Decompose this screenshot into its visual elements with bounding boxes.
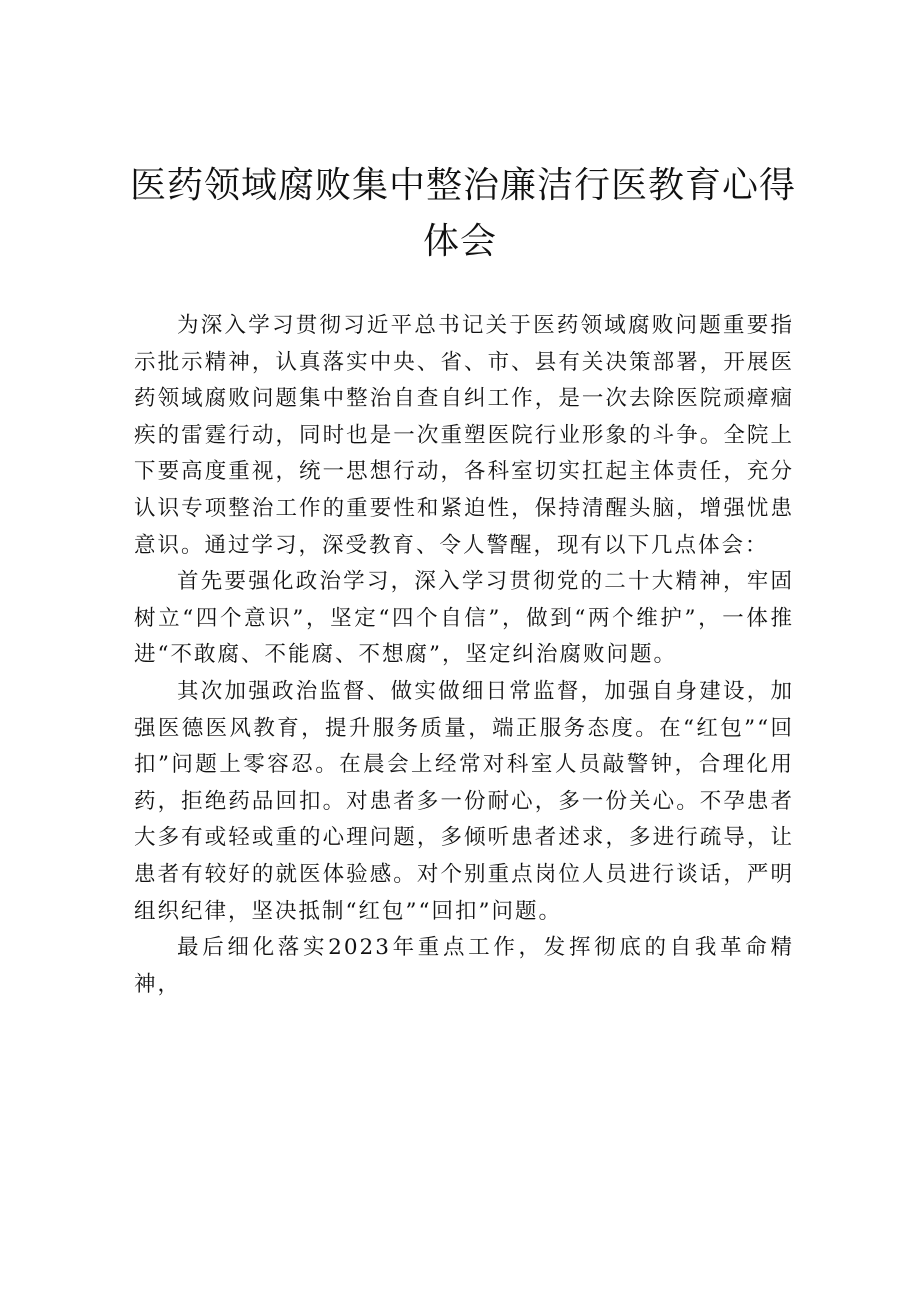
paragraph-intro: 为深入学习贯彻习近平总书记关于医药领域腐败问题重要指示批示精神，认真落实中央、省、市、县有关决策部署，开展医药领域腐败问题集中整治自查自纠工作，是一次去除医院顽瘴痼疾的雷霆行动，同时也是一次重塑医院行业形象的斗争。全院上下要高度重视，统一思想行动，各科室切实扛起主体责任，充分认识专项整治工作的重要性和紧迫性，保持清醒头脑，增强忧患意识。通过学习，深受教育、令人警醒，现有以下几点体会： — [134, 313, 794, 558]
title-line-1: 医药领域腐败集中整治廉洁行医教育心得 — [130, 165, 797, 206]
paragraph-second-point: 其次加强政治监督、做实做细日常监督，加强自身建设，加强医德医风教育，提升服务质量，端正服务态度。在“红包”“回扣”问题上零容忍。在晨会上经常对科室人员敲警钟，合理化用药，拒绝药品回扣。对患者多一份耐心，多一份关心。不孕患者大多有或轻或重的心理问题，多倾听患者述求，多进行疏导，让患者有较好的就医体验感。对个别重点岗位人员进行谈话，严明组织纪律，坚决抵制“红包”“回扣”问题。 — [134, 678, 794, 924]
title-line-2: 体会 — [422, 221, 497, 262]
document-title — [130, 158, 797, 270]
paragraph-final-point: 最后细化落实2023年重点工作，发挥彻底的自我革命精神， — [134, 935, 794, 997]
paragraph-first-point: 首先要强化政治学习，深入学习贯彻党的二十大精神，牢固树立“四个意识”，坚定“四个自信”，做到“两个维护”，一体推进“不敢腐、不能腐、不想腐”，坚定纠治腐败问题。 — [134, 569, 794, 668]
document-body — [134, 308, 794, 1003]
